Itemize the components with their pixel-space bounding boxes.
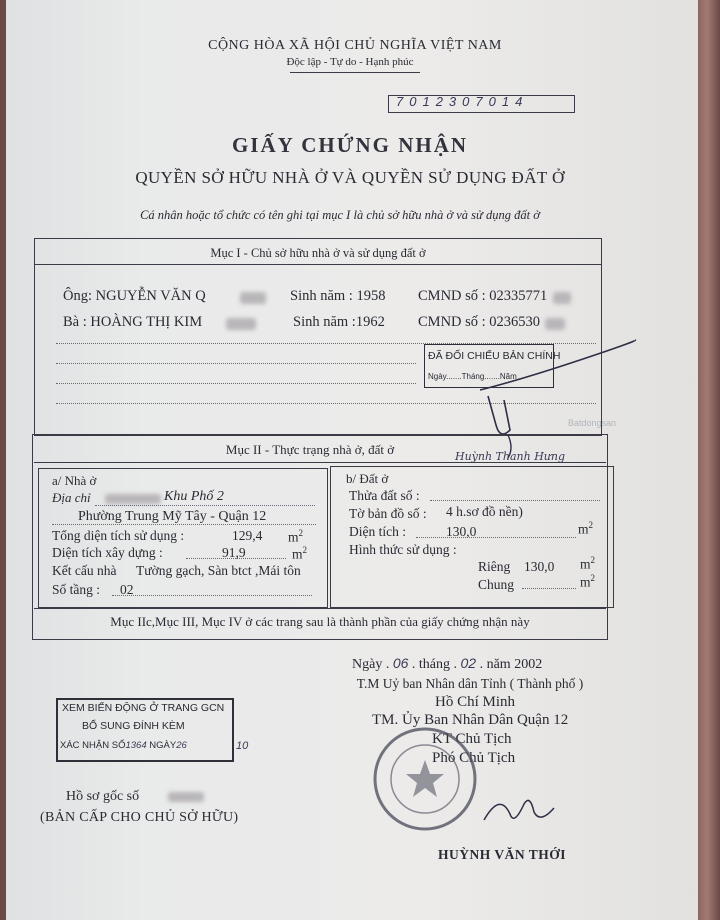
map-label: Tờ bản đồ số : xyxy=(349,506,427,521)
authority-line1: T.M Uỷ ban Nhân dân Tỉnh ( Thành phố ) xyxy=(356,676,584,691)
address-line2: Phường Trung Mỹ Tây - Quận 12 xyxy=(78,509,267,524)
country-heading: CỘNG HÒA XÃ HỘI CHỦ NGHĨA VIỆT NAM xyxy=(208,38,502,53)
day-label: Ngày . xyxy=(352,657,390,672)
unit-m: m xyxy=(580,556,591,572)
redaction xyxy=(545,318,565,330)
serial-number: 7012307014 xyxy=(396,94,529,109)
land-area-unit: $m^2$ xyxy=(578,520,594,537)
shared-label: Chung xyxy=(478,577,515,592)
certificate-intro: Cá nhân hoặc tổ chức có tên ghi tại mục I là chủ sở hữu nhà ở và sử dụng đất ở xyxy=(140,208,540,222)
year-label: . năm xyxy=(479,657,511,672)
blank-line xyxy=(112,595,312,596)
floors-label: Số tầng : xyxy=(52,582,101,597)
section2-footer-divider xyxy=(34,608,606,609)
blank-line xyxy=(52,524,316,525)
record-label: Hồ sơ gốc số xyxy=(66,789,140,804)
official-seal xyxy=(370,724,480,834)
handwritten-signature: Huỳnh Thanh Hưng xyxy=(455,450,566,463)
blank-line xyxy=(430,500,600,501)
structure-label: Kết cấu nhà xyxy=(52,563,117,578)
owner2-id: CMND số : 0236530 xyxy=(418,314,541,330)
owner2-birth: Sinh năm :1962 xyxy=(293,314,385,330)
change-stamp-line2: BỔ SUNG ĐÍNH KÈM xyxy=(82,720,185,732)
owner1-id: CMND số : 02335771 xyxy=(418,288,548,304)
table-edge xyxy=(698,0,720,920)
land-area-value: 130,0 xyxy=(446,524,477,539)
unit-m: m xyxy=(580,574,591,590)
structure-value: Tường gạch, Sàn btct ,Mái tôn xyxy=(136,563,301,578)
owner2-name: Bà : HOÀNG THỊ KIM xyxy=(63,314,203,330)
address-value: Khu Phố 2 xyxy=(164,489,224,504)
build-area-unit: $m^2$ xyxy=(292,545,308,562)
land-label: b/ Đất ở xyxy=(346,471,389,486)
land-area-label: Diện tích : xyxy=(349,524,406,539)
signer-name: HUỲNH VĂN THỚI xyxy=(438,847,567,862)
unit-m: m xyxy=(288,529,299,545)
total-area-value: 129,4 xyxy=(232,528,263,543)
verify-stamp-title: ĐÃ ĐỐI CHIẾU BẢN CHÍNH xyxy=(428,350,561,362)
verify-stamp-date: Ngày.......Tháng.......Năm xyxy=(428,372,517,381)
confirm-date-label: NGÀY xyxy=(149,740,177,751)
floors-value: 02 xyxy=(120,582,134,597)
section2-footer: Mục IIc,Mục III, Mục IV ở các trang sau là thành phần của giấy chứng nhận này xyxy=(110,614,530,629)
redaction xyxy=(168,792,204,802)
blank-line xyxy=(56,383,416,384)
authority-line4: KT Chủ Tịch xyxy=(432,731,512,747)
unit-m: m xyxy=(292,546,303,562)
day-value: 06 xyxy=(392,655,409,671)
redaction xyxy=(553,292,571,304)
record-copy: (BẢN CẤP CHO CHỦ SỞ HỮU) xyxy=(40,810,239,825)
authority-line5: Phó Chủ Tịch xyxy=(432,750,516,766)
parcel-label: Thửa đất số : xyxy=(349,488,420,503)
blank-line xyxy=(522,588,576,589)
authority-line2: Hồ Chí Minh xyxy=(434,694,515,710)
month-label: . tháng . xyxy=(411,657,458,672)
owner1-birth: Sinh năm : 1958 xyxy=(290,288,386,304)
blank-line xyxy=(95,505,315,506)
change-stamp-tail: 10 xyxy=(236,740,249,752)
private-value: 130,0 xyxy=(524,559,555,574)
address-label: Địa chỉ xyxy=(52,490,91,505)
motto-underline xyxy=(290,72,420,73)
blank-line xyxy=(56,363,416,364)
year-value: 2002 xyxy=(514,657,543,672)
build-area-label: Diện tích xây dựng : xyxy=(52,545,163,560)
section2-heading: Mục II - Thực trạng nhà ở, đất ở xyxy=(225,442,395,457)
change-stamp-line3 xyxy=(60,740,187,751)
owner1-name: Ông: NGUYỄN VĂN Q xyxy=(63,288,206,304)
house-label: a/ Nhà ở xyxy=(52,473,97,488)
private-label: Riêng xyxy=(478,559,511,574)
certificate-subtitle: QUYỀN SỞ HỮU NHÀ Ở VÀ QUYỀN SỬ DỤNG ĐẤT Ở xyxy=(135,168,565,187)
redaction xyxy=(226,318,256,330)
section1-heading: Mục I - Chủ sở hữu nhà ở và sử dụng đất ở xyxy=(210,246,426,260)
month-value: 02 xyxy=(460,655,477,671)
redaction xyxy=(240,292,266,304)
shared-unit: $m^2$ xyxy=(580,573,596,590)
authority-line3: TM. Ủy Ban Nhân Dân Quận 12 xyxy=(372,712,569,728)
confirm-date-value: 26 xyxy=(176,740,187,751)
build-area-value: 91,9 xyxy=(222,545,246,560)
section1-divider xyxy=(34,264,602,265)
total-area-label: Tổng diện tích sử dụng : xyxy=(52,528,185,543)
blank-line xyxy=(416,537,576,538)
confirm-no-value: 1364 xyxy=(125,740,147,751)
total-area-unit: $m^2$ xyxy=(288,528,304,545)
motto: Độc lập - Tự do - Hạnh phúc xyxy=(286,56,414,68)
certificate-title: GIẤY CHỨNG NHẬN xyxy=(231,133,469,157)
change-stamp-line1: XEM BIẾN ĐỘNG Ở TRANG GCN xyxy=(62,702,225,714)
use-label: Hình thức sử dụng : xyxy=(349,542,457,557)
map-value: 4 h.sơ đồ nền) xyxy=(446,504,523,519)
private-unit: $m^2$ xyxy=(580,555,596,572)
watermark: Batdongsan xyxy=(568,418,617,428)
confirm-no-label: XÁC NHẬN SỐ xyxy=(60,740,126,751)
redaction xyxy=(105,494,161,504)
chairman-signature xyxy=(480,790,560,830)
date-line xyxy=(352,655,542,673)
unit-m: m xyxy=(578,521,589,537)
